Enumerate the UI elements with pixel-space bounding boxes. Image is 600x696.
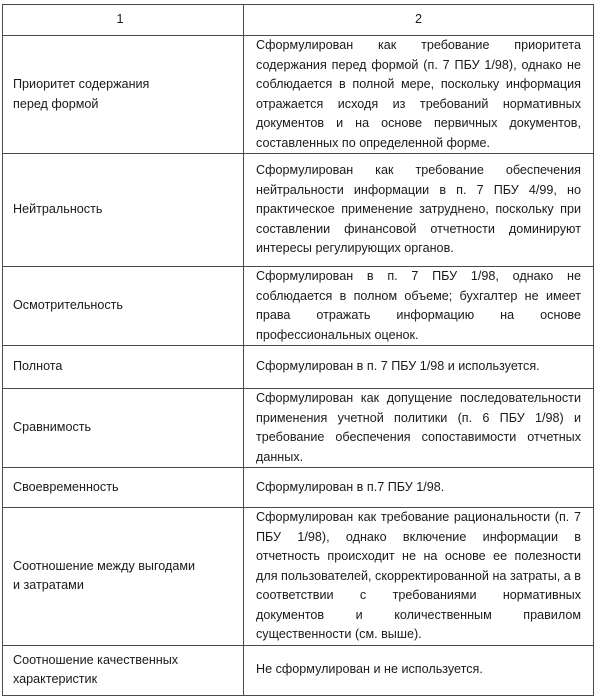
header-row <box>3 5 594 36</box>
characteristic-name <box>3 389 244 468</box>
comparison-table <box>2 4 594 696</box>
characteristic-description: Сформулирован как допущение последовательности применения учетной политики (п. 6 ПБУ 1/98) и требование обеспечения сопоставимости отчетных данных. <box>244 389 594 468</box>
table-row <box>3 346 594 389</box>
characteristic-description: Сформулирован как требование приоритета содержания перед формой (п. 7 ПБУ 1/98), однако не соблюдается в полной мере, поскольку информация отражается исходя из требований нормативных документов и на основе первичных документов, составленных по определенной форме. <box>244 36 594 154</box>
column-header-2: 2 <box>244 5 594 36</box>
table-row <box>3 508 594 646</box>
table-row <box>3 267 594 346</box>
characteristic-description: Сформулирован в п.7 ПБУ 1/98. <box>244 468 594 508</box>
table-row <box>3 389 594 468</box>
characteristic-name <box>3 468 244 508</box>
characteristic-name <box>3 508 244 646</box>
table-row <box>3 154 594 267</box>
table-row <box>3 645 594 695</box>
characteristic-label: Осмотрительность <box>13 298 123 313</box>
characteristic-label: Соотношение между выгодами и затратами <box>13 558 196 593</box>
characteristic-label: Соотношение качественных характеристик <box>13 652 179 686</box>
characteristic-label: Своевременность <box>13 479 119 494</box>
characteristic-name <box>3 267 244 346</box>
characteristic-name <box>3 346 244 389</box>
characteristic-label: Приоритет содержания перед формой <box>13 77 150 111</box>
characteristic-description: Сформулирован в п. 7 ПБУ 1/98 и используется. <box>244 346 594 389</box>
characteristic-description: Сформулирован как требование обеспечения нейтральности информации в п. 7 ПБУ 4/99, но практическое применение затруднено, поскольку при составлении финансовой отчетности доминируют интересы регулирующих органов. <box>244 154 594 267</box>
characteristic-label: Полнота <box>13 359 63 374</box>
characteristic-description: Сформулирован в п. 7 ПБУ 1/98, однако не соблюдается в полном объеме; бухгалтер не имеет права отражать информацию на основе профессиональных оценок. <box>244 267 594 346</box>
characteristic-name <box>3 154 244 267</box>
characteristic-label: Нейтральность <box>13 202 103 217</box>
column-header-1: 1 <box>3 5 244 36</box>
characteristic-description: Не сформулирован и не используется. <box>244 645 594 695</box>
characteristic-label: Сравнимость <box>13 420 92 435</box>
table-row <box>3 468 594 508</box>
characteristic-name <box>3 645 244 695</box>
characteristic-name <box>3 36 244 154</box>
table-row <box>3 36 594 154</box>
characteristic-description: Сформулирован как требование рациональности (п. 7 ПБУ 1/98), однако включение информации в отчетность происходит не на основе ее полезности для пользователей, скорректированной на затраты, а в соответствии с требованиями нормативных документов и количественным правилом существенности (см. выше). <box>244 508 594 646</box>
